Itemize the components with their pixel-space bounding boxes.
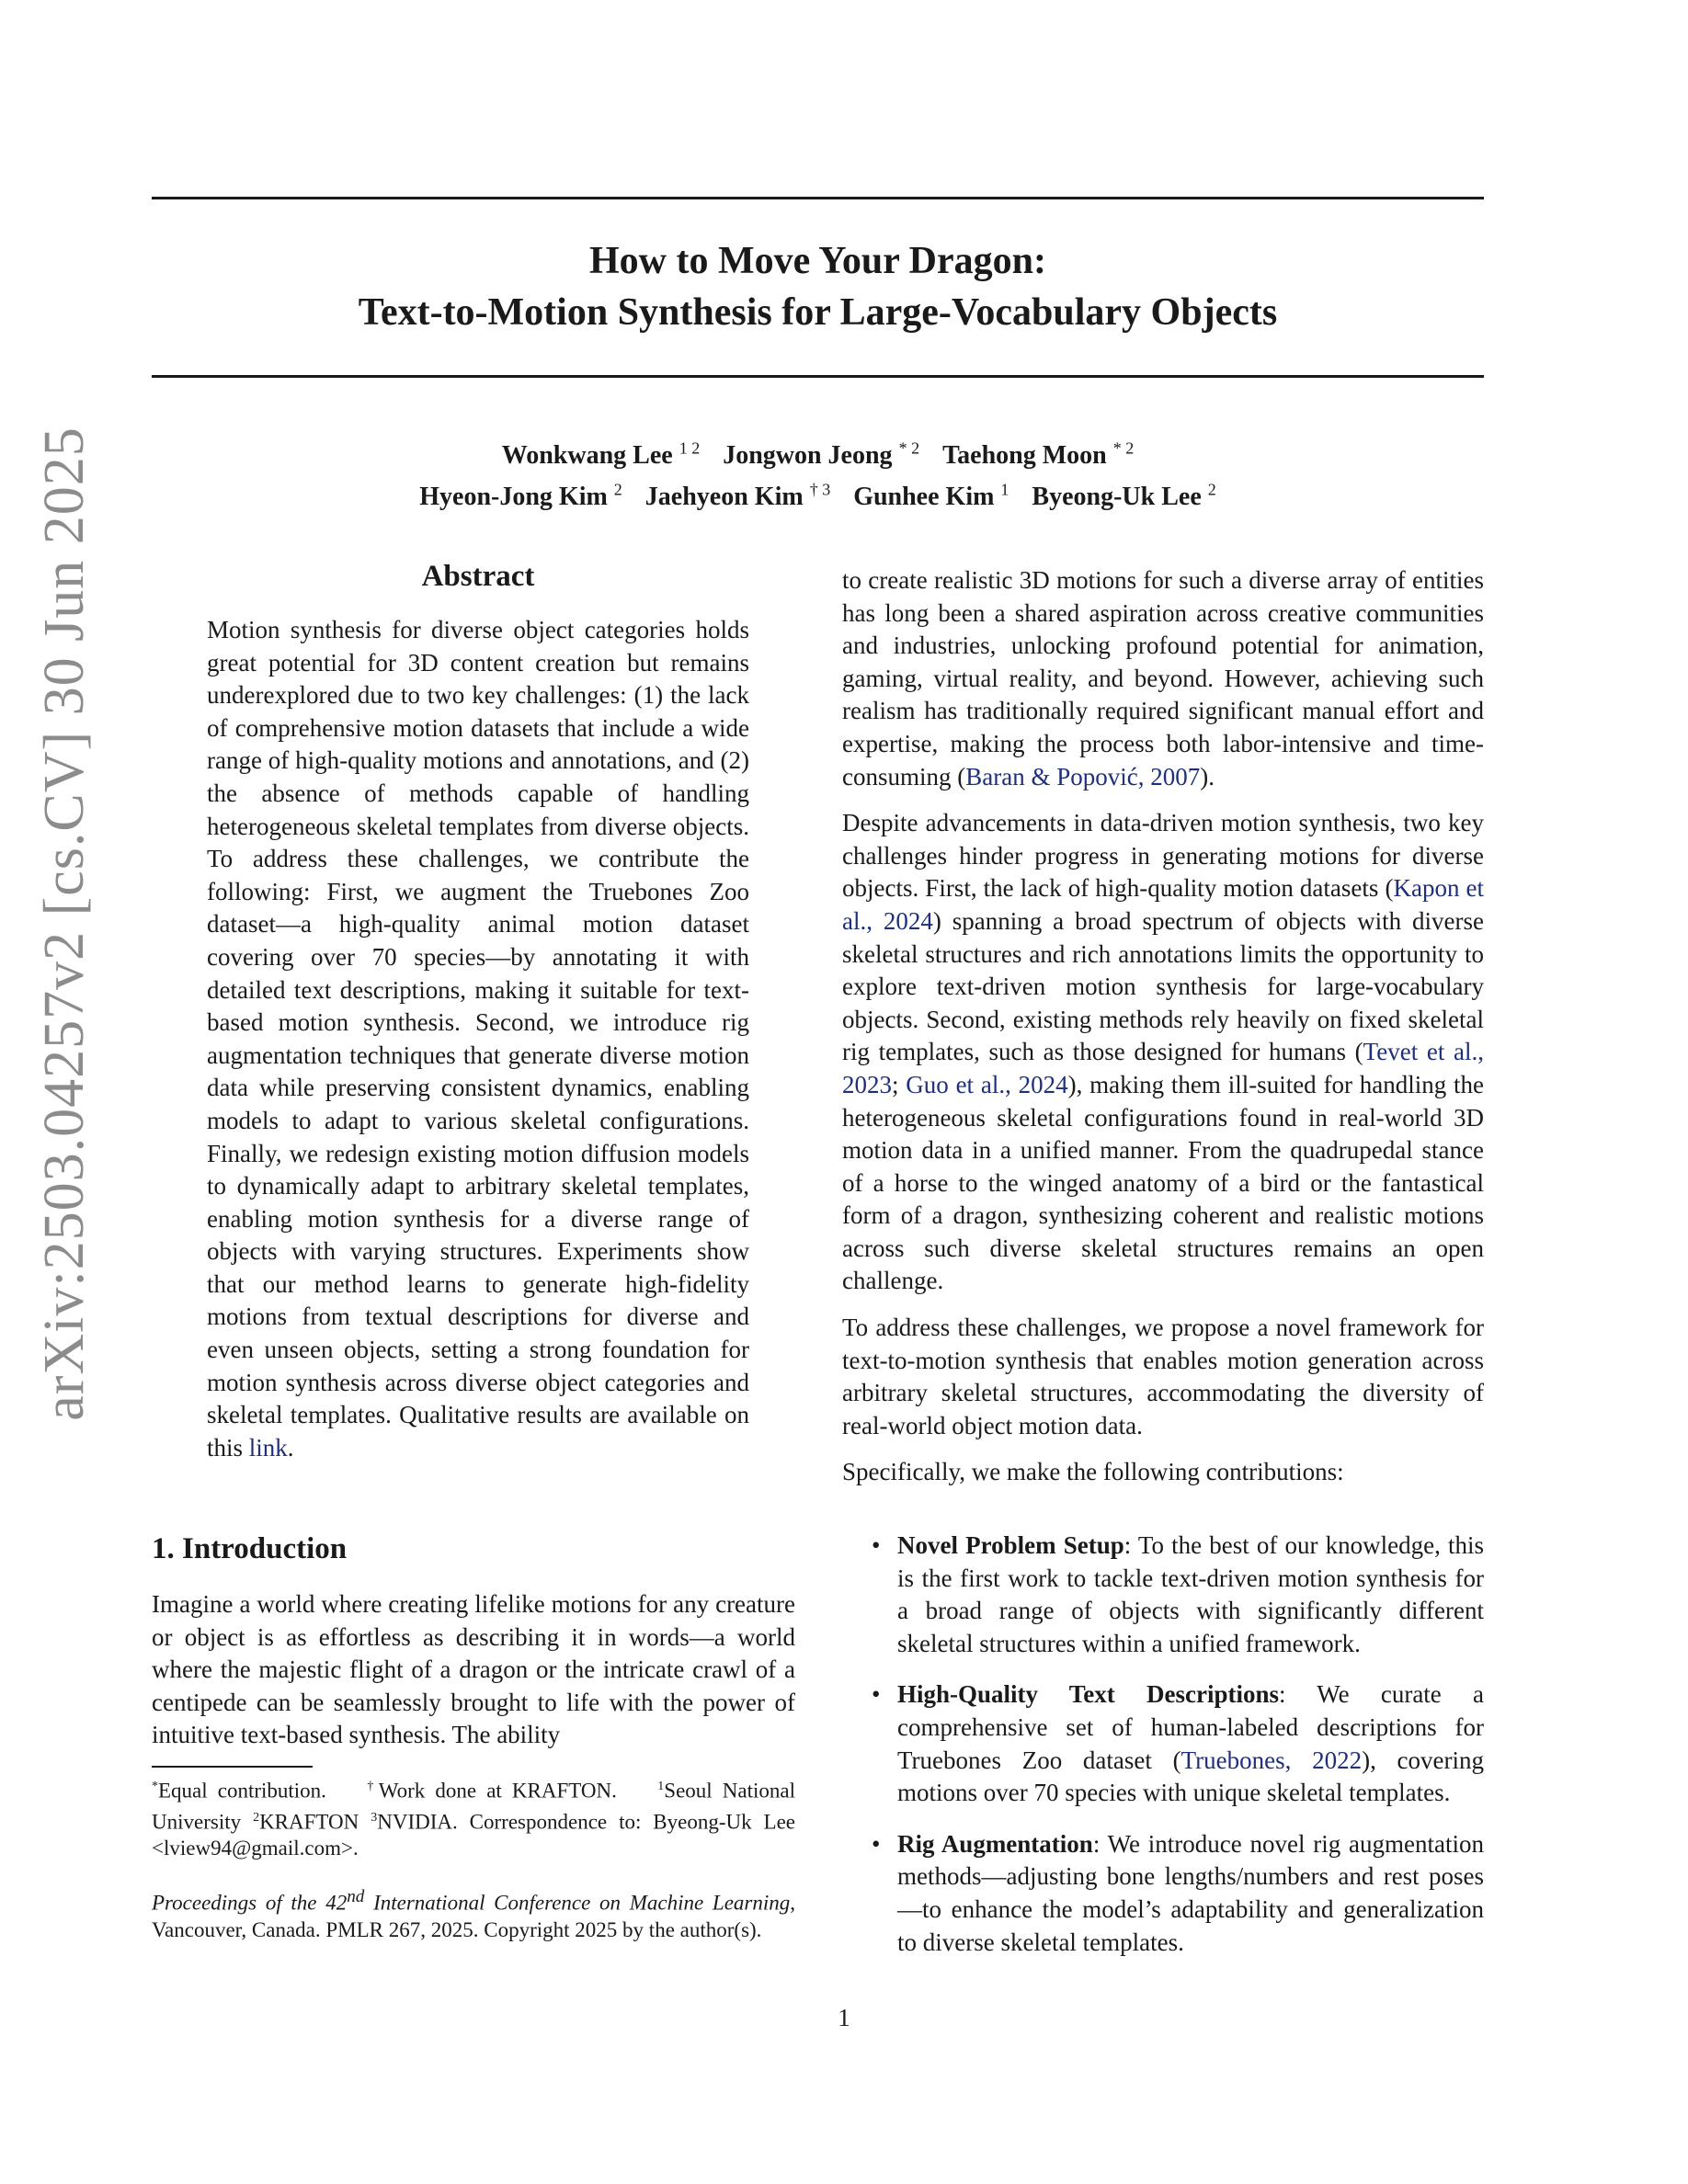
paragraph: Despite advancements in data-driven motion synthesis, two key challenges hinder progress in generating motions for diverse objects. First, the lack of high-quality motion datasets (Kapon et al., 2024) spanning a broad spectrum of objects with diverse skeletal structures and rich annotations limits the opportunity to explore text-driven motion synthesis for large-vocabulary objects. Second, existing methods rely heavily on fixed skeletal rig templates, such as those designed for humans (Tevet et al., 2023; Guo et al., 2024), making them ill-suited for handling the heterogeneous skeletal configurations found in real-world 3D motion data in a unified manner. From the quadrupedal stance of a horse to the winged anatomy of a bird or the fantastical form of a dragon, synthesizing coherent and realistic motions across such diverse skeletal structures remains an open challenge. bbox=[842, 809, 1485, 1295]
bullet-icon: • bbox=[872, 1531, 881, 1559]
author: Gunhee Kim $^1$ bbox=[853, 480, 1009, 511]
footnote-rule bbox=[152, 1766, 313, 1768]
contributions-list bbox=[842, 1530, 1484, 1977]
author: Byeong-Uk Lee $^2$ bbox=[1032, 480, 1216, 511]
author: Jaehyeon Kim $^{\dagger 3}$ bbox=[644, 480, 831, 511]
authors-line-1 bbox=[152, 432, 1484, 472]
citation-link[interactable]: Baran & Popović, 2007 bbox=[965, 762, 1201, 791]
abstract-body: Motion synthesis for diverse object categories holds great potential for 3D content creation but remains underexplored due to two key challenges: (1) the lack of comprehensive motion datasets that include a wide range of high-quality motions and annotations, and (2) the absence of methods capable of handling heterogeneous skeletal templates from diverse objects. To address these challenges, we contribute the following: First, we augment the Truebones Zoo dataset—a high-quality animal motion dataset covering over 70 species—by annotating it with detailed text descriptions, making it suitable for text-based motion synthesis. Second, we introduce rig augmentation techniques that generate diverse motion data while preserving consistent dynamics, enabling models to adapt to various skeletal configurations. Finally, we redesign existing motion diffusion models to dynamically adapt to arbitrary skeletal templates, enabling motion synthesis for a diverse range of objects with varying structures. Experiments show that our method learns to generate high-fidelity motions from textual descriptions for diverse and even unseen objects, setting a strong foundation for motion synthesis across diverse object categories and skeletal templates. Qualitative results are available on this link. bbox=[207, 616, 749, 1462]
paragraph: to create realistic 3D motions for such a diverse array of entities has long been a shared aspiration across creative communities and industries, unlocking profound potential for animation, gaming, virtual reality, and beyond. However, achieving such realism has traditionally required significant manual effort and expertise, making the process both labor-intensive and time-consuming (Baran & Popović, 2007). bbox=[842, 566, 1484, 791]
paper-title bbox=[152, 235, 1484, 338]
list-item: • Rig Augmentation: We introduce novel rig augmentation methods—adjusting bone lengths/numbers and rest poses—to enhance the model’s adaptability and generalization to diverse skeletal templates. bbox=[872, 1829, 1484, 1956]
list-item: • High-Quality Text Descriptions: We curate a comprehensive set of human-labeled descriptions for Truebones Zoo dataset (Truebones, 2022), covering motions over 70 species with unique skeletal templates. bbox=[872, 1680, 1485, 1807]
right-column-text bbox=[842, 564, 1484, 1489]
author: Jongwon Jeong $^{* 2}$ bbox=[723, 439, 920, 471]
citation-link[interactable]: Truebones, 2022 bbox=[1180, 1746, 1363, 1774]
introduction-text: Imagine a world where creating lifelike motions for any creature or object is as effortless as describing it in words—a world where the majestic flight of a dragon or the intricate crawl of a centipede can be seamlessly brought to life with the power of intuitive text-based synthesis. The ability bbox=[152, 1590, 795, 1749]
bullet-icon: • bbox=[872, 1829, 881, 1858]
page-number: 1 bbox=[838, 2004, 850, 2031]
list-item: • Novel Problem Setup: To the best of our knowledge, this is the first work to tackle text-driven motion synthesis for a broad range of objects with significantly different skeletal structures within a unified framework. bbox=[872, 1531, 1484, 1657]
author: Taehong Moon $^{* 2}$ bbox=[942, 439, 1135, 471]
paragraph: Specifically, we make the following contributions: bbox=[842, 1458, 1344, 1486]
title-rule-top bbox=[152, 197, 1484, 199]
paragraph: To address these challenges, we propose a novel framework for text-to-motion synthesis that enables motion generation across arbitrary skeletal structures, accommodating the diversity of real-world object motion data. bbox=[842, 1314, 1484, 1439]
introduction-heading: 1. Introduction bbox=[152, 1532, 348, 1565]
author: Hyeon-Jong Kim $^2$ bbox=[419, 480, 622, 511]
title-line-2: Text-to-Motion Synthesis for Large-Vocabulary Objects bbox=[358, 291, 1278, 334]
proceedings-note: Proceedings of the 42nd International Conference on Machine Learning, Vancouver, Canada. PMLR 267, 2025. Copyright 2025 by the author(s). bbox=[152, 1887, 795, 1941]
footnote: *Equal contribution. †Work done at KRAFTON. $^1$Seoul National University $^2$KRAFTON $^3$NVIDIA. Correspondence to: Byeong-Uk Lee <lview94@gmail.com>. bbox=[152, 1779, 796, 1860]
bullet-icon: • bbox=[872, 1680, 881, 1709]
title-line-1: How to Move Your Dragon: bbox=[589, 240, 1046, 282]
title-rule-bottom bbox=[152, 375, 1484, 378]
abstract-heading: Abstract bbox=[421, 560, 535, 593]
abstract-link[interactable]: link bbox=[248, 1433, 288, 1462]
citation-link[interactable]: Guo et al., 2024 bbox=[906, 1070, 1068, 1098]
authors-line-2 bbox=[152, 472, 1484, 513]
author: Wonkwang Lee $^{1 2}$ bbox=[501, 439, 701, 471]
author-list bbox=[152, 432, 1484, 514]
arxiv-identifier: arXiv:2503.04257v2 [cs.CV] 30 Jun 2025 bbox=[33, 427, 96, 1421]
citation-link[interactable]: Kapon et al., 2024 bbox=[842, 874, 1485, 935]
citation-link[interactable]: Tevet et al., 2023 bbox=[842, 1038, 1484, 1098]
